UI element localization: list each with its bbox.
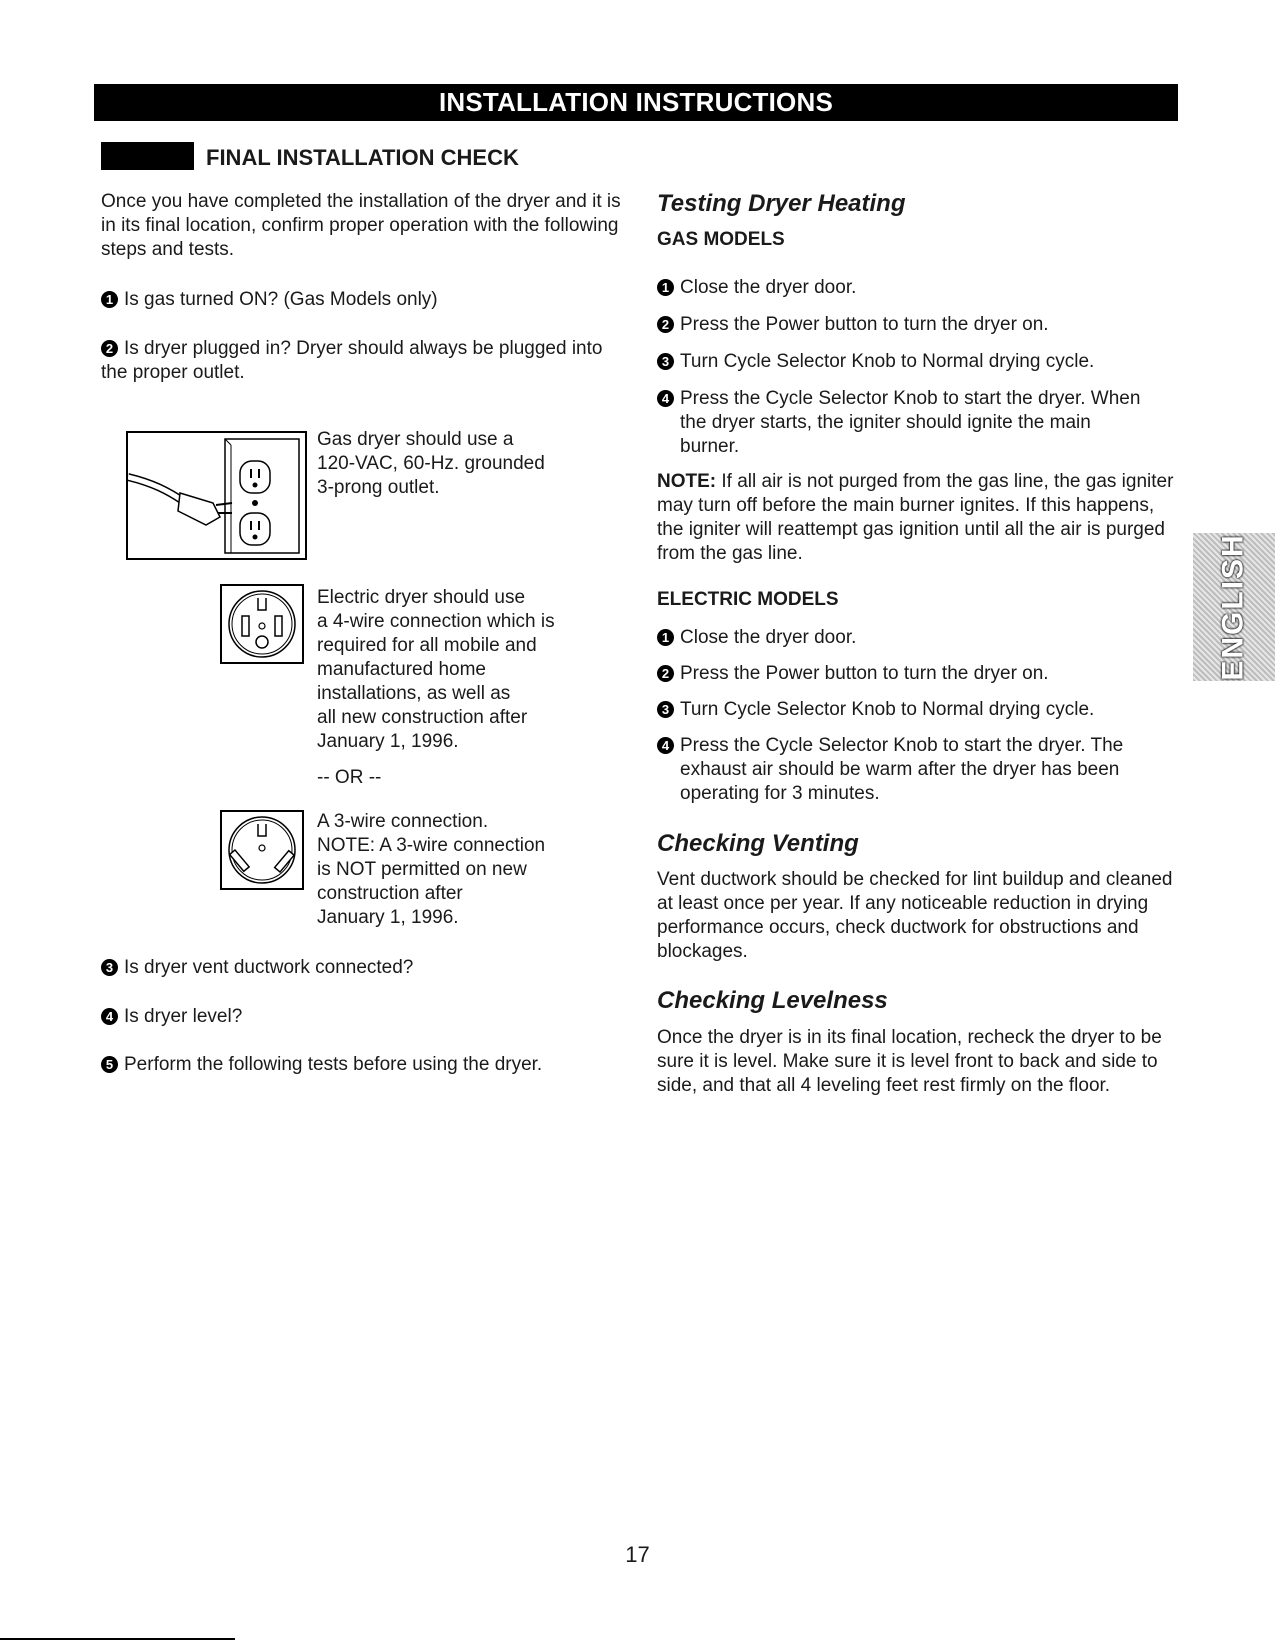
levelness-heading: Checking Levelness	[657, 987, 888, 1014]
caption-line: NOTE: A 3-wire connection	[317, 835, 546, 856]
intro-paragraph: Once you have completed the installation of the dryer and it is in its final location, confirm proper operation with the following steps and tests.	[101, 191, 621, 260]
electric-models-label: ELECTRIC MODELS	[657, 589, 839, 610]
step-number: 4	[657, 737, 674, 754]
step-number: 5	[101, 1056, 118, 1073]
four-wire-outlet-icon	[222, 586, 302, 662]
note-text: If all air is not purged from the gas line, the gas igniter may turn off before the main burner ignites. If this happens, the igniter will reattempt gas ignition until all the air is purged from the gas line.	[657, 471, 1174, 564]
electric-step-3	[657, 698, 1182, 722]
gas-note	[657, 470, 1182, 566]
check-step-1	[101, 288, 621, 312]
caption-line: required for all mobile and	[317, 635, 537, 656]
step-number: 2	[101, 340, 118, 357]
gas-step-1	[657, 276, 1182, 300]
check-step-2	[101, 337, 621, 385]
gas-steps	[657, 276, 1182, 459]
step-number: 4	[657, 390, 674, 407]
step-number: 1	[101, 291, 118, 308]
or-separator: -- OR --	[317, 767, 382, 788]
step-text: Close the dryer door.	[680, 627, 857, 648]
page-banner: INSTALLATION INSTRUCTIONS	[94, 84, 1178, 121]
language-tab-label-wrap	[1193, 533, 1275, 681]
language-tab-label: ENGLISH	[1217, 533, 1251, 681]
electric-steps	[657, 626, 1182, 806]
caption-line: all new construction after	[317, 707, 528, 728]
electric-step-4	[657, 734, 1182, 806]
gas-models-label: GAS MODELS	[657, 229, 785, 250]
step-text: Press the Power button to turn the dryer on.	[680, 663, 1049, 684]
step-number: 1	[657, 279, 674, 296]
page-number: 17	[625, 1542, 650, 1567]
step-text: Is dryer level?	[124, 1006, 243, 1027]
caption-line: 3-prong outlet.	[317, 477, 440, 498]
step-number: 1	[657, 629, 674, 646]
three-wire-caption	[317, 810, 597, 930]
caption-line: A 3-wire connection.	[317, 811, 489, 832]
step-text: Turn Cycle Selector Knob to Normal drying cycle.	[680, 351, 1095, 372]
caption-line: installations, as well as	[317, 683, 511, 704]
caption-line: construction after	[317, 883, 463, 904]
footer-rule	[0, 1638, 235, 1640]
step-text: Turn Cycle Selector Knob to Normal drying cycle.	[680, 699, 1095, 720]
step-text: Press the Power button to turn the dryer on.	[680, 314, 1049, 335]
caption-line: January 1, 1996.	[317, 731, 459, 752]
plug-outlet-icon	[128, 433, 305, 558]
step-text: Is dryer plugged in? Dryer should always be plugged into the proper outlet.	[101, 338, 603, 383]
step-number: 3	[657, 701, 674, 718]
caption-line: manufactured home	[317, 659, 486, 680]
step-number: 2	[657, 665, 674, 682]
three-wire-outlet-icon	[222, 812, 302, 888]
check-step-4	[101, 1005, 621, 1029]
gas-outlet-caption	[317, 428, 587, 500]
step-text: Is dryer vent ductwork connected?	[124, 957, 414, 978]
caption-line: Gas dryer should use a	[317, 429, 514, 450]
step-number: 3	[101, 959, 118, 976]
four-wire-caption	[317, 586, 597, 790]
step-text: Press the Cycle Selector Knob to start the dryer. The exhaust air should be warm after the dryer has been operating for 3 minutes.	[680, 735, 1124, 804]
caption-line: is NOT permitted on new	[317, 859, 527, 880]
caption-line: a 4-wire connection which is	[317, 611, 555, 632]
four-wire-outlet-figure	[220, 584, 304, 664]
step-text: Press the Cycle Selector Knob to start the dryer. When the dryer starts, the igniter should ignite the main burner.	[680, 388, 1141, 457]
section-title: FINAL INSTALLATION CHECK	[206, 145, 519, 170]
venting-heading: Checking Venting	[657, 830, 859, 857]
three-wire-outlet-figure	[220, 810, 304, 890]
gas-outlet-figure	[126, 431, 307, 560]
check-step-5	[101, 1053, 641, 1077]
caption-line: January 1, 1996.	[317, 907, 459, 928]
venting-text: Vent ductwork should be checked for lint buildup and cleaned at least once per year. If any noticeable reduction in drying performance occurs, check ductwork for obstructions and blockages.	[657, 869, 1173, 962]
step-number: 4	[101, 1008, 118, 1025]
gas-step-3	[657, 350, 1182, 374]
section-marker	[101, 142, 194, 170]
note-label: NOTE:	[657, 471, 717, 492]
check-step-3	[101, 956, 621, 980]
gas-step-4	[657, 387, 1182, 459]
levelness-text: Once the dryer is in its final location, recheck the dryer to be sure it is level. Make sure it is level front to back and side to side, and that all 4 leveling feet rest firmly on the floor.	[657, 1027, 1162, 1096]
step-number: 3	[657, 353, 674, 370]
testing-heading: Testing Dryer Heating	[657, 190, 906, 217]
electric-step-1	[657, 626, 1182, 650]
step-text: Is gas turned ON? (Gas Models only)	[124, 289, 438, 310]
caption-line: Electric dryer should use	[317, 587, 526, 608]
step-text: Close the dryer door.	[680, 277, 857, 298]
gas-step-2	[657, 313, 1182, 337]
step-text: Perform the following tests before using the dryer.	[124, 1054, 543, 1075]
electric-step-2	[657, 662, 1182, 686]
step-number: 2	[657, 316, 674, 333]
caption-line: 120-VAC, 60-Hz. grounded	[317, 453, 545, 474]
